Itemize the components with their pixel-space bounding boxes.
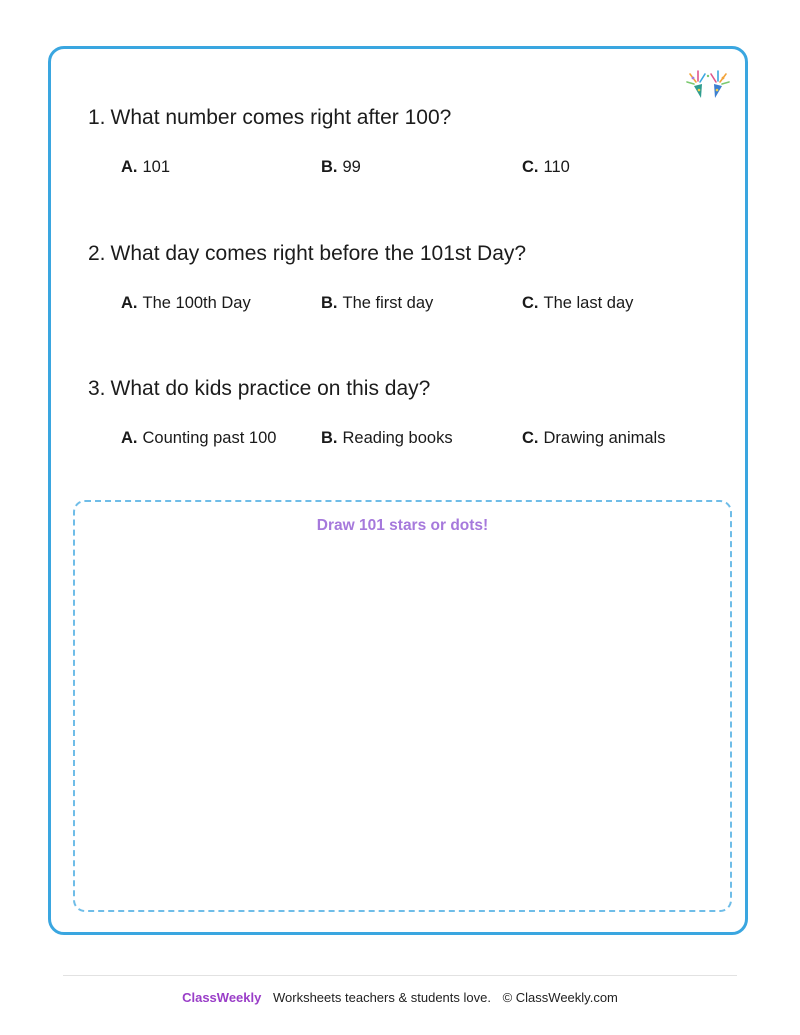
option-a[interactable] — [121, 156, 170, 178]
drawing-area[interactable] — [73, 500, 732, 912]
question-number: 2. — [88, 242, 106, 265]
option-text: Drawing animals — [543, 429, 666, 447]
answer-options — [88, 292, 728, 316]
option-c[interactable] — [522, 156, 570, 178]
question-2 — [88, 240, 728, 316]
question-3 — [88, 375, 728, 451]
question-text — [88, 104, 728, 132]
option-b[interactable] — [321, 292, 433, 314]
option-text: Counting past 100 — [142, 429, 277, 447]
drawing-prompt: Draw 101 stars or dots! — [316, 517, 489, 534]
footer-brand: ClassWeekly — [182, 990, 262, 1005]
question-label: What number comes right after 100? — [110, 106, 452, 129]
answer-options — [88, 427, 728, 451]
option-text: 110 — [543, 158, 570, 176]
question-label: What do kids practice on this day? — [110, 377, 431, 400]
option-text: 101 — [142, 158, 171, 176]
option-letter: A. — [121, 294, 138, 312]
option-b[interactable] — [321, 156, 361, 178]
footer — [0, 990, 800, 1005]
question-1 — [88, 104, 728, 180]
question-text — [88, 240, 728, 268]
footer-copyright: © ClassWeekly.com — [502, 990, 618, 1005]
option-b[interactable] — [321, 427, 453, 449]
option-text: The first day — [342, 294, 434, 312]
option-c[interactable] — [522, 427, 665, 449]
question-number: 1. — [88, 106, 106, 129]
question-number: 3. — [88, 377, 106, 400]
option-letter: B. — [321, 158, 338, 176]
option-letter: C. — [522, 158, 539, 176]
option-a[interactable] — [121, 292, 251, 314]
option-letter: B. — [321, 429, 338, 447]
option-letter: A. — [121, 429, 138, 447]
option-text: The 100th Day — [142, 294, 251, 312]
option-text: 99 — [342, 158, 361, 176]
option-text: The last day — [543, 294, 634, 312]
question-text — [88, 375, 728, 403]
option-letter: B. — [321, 294, 338, 312]
option-letter: A. — [121, 158, 138, 176]
party-poppers-icon — [684, 68, 732, 104]
option-letter: C. — [522, 429, 539, 447]
footer-tagline: Worksheets teachers & students love. — [272, 990, 491, 1005]
footer-divider — [63, 975, 737, 976]
option-letter: C. — [522, 294, 539, 312]
question-label: What day comes right before the 101st Day? — [110, 242, 527, 265]
answer-options — [88, 156, 728, 180]
option-text: Reading books — [342, 429, 453, 447]
option-c[interactable] — [522, 292, 633, 314]
option-a[interactable] — [121, 427, 276, 449]
